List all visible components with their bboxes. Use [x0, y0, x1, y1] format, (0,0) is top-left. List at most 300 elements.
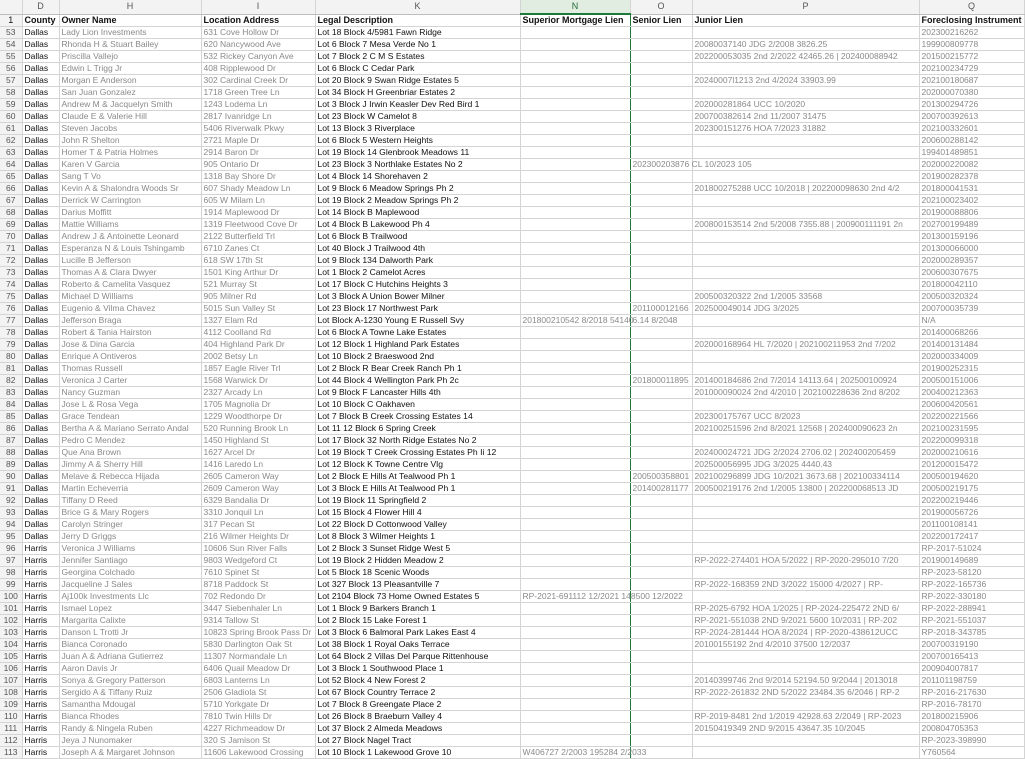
cell-junior[interactable]: 20150419349 2ND 9/2015 43647.35 10/2045	[692, 723, 919, 735]
cell-foreclosing[interactable]: 199900809778	[919, 39, 1024, 51]
cell-legal[interactable]: Lot 5 Block 18 Scenic Woods	[315, 567, 520, 579]
cell-superior[interactable]	[520, 507, 630, 519]
cell-address[interactable]: 3310 Jonquil Ln	[201, 507, 315, 519]
cell-foreclosing[interactable]: 201200015472	[919, 459, 1024, 471]
cell-county[interactable]: Harris	[22, 711, 59, 723]
cell-address[interactable]: 532 Rickey Canyon Ave	[201, 51, 315, 63]
cell-legal[interactable]: Lot 3 Block 6 Balmoral Park Lakes East 4	[315, 627, 520, 639]
cell-superior[interactable]	[520, 687, 630, 699]
row-number[interactable]: 89	[0, 459, 22, 471]
cell-legal[interactable]: Lot 6 Block 7 Mesa Verde No 1	[315, 39, 520, 51]
header-legal[interactable]: Legal Description	[315, 14, 520, 27]
cell-senior[interactable]	[630, 291, 692, 303]
cell-foreclosing[interactable]: 202000220082	[919, 159, 1024, 171]
cell-owner[interactable]: Jefferson Braga	[59, 315, 201, 327]
cell-legal[interactable]: Lot 19 Block 14 Glenbrook Meadows 11	[315, 147, 520, 159]
cell-superior[interactable]	[520, 699, 630, 711]
cell-owner[interactable]: Roberto & Camelita Vasquez	[59, 279, 201, 291]
cell-address[interactable]: 1229 Woodthorpe Dr	[201, 411, 315, 423]
cell-owner[interactable]: Veronica J Williams	[59, 543, 201, 555]
cell-senior[interactable]	[630, 531, 692, 543]
cell-senior[interactable]	[630, 27, 692, 39]
cell-owner[interactable]: Carolyn Stringer	[59, 519, 201, 531]
cell-senior[interactable]: 202300203876 CL 10/2023 105	[630, 159, 692, 171]
cell-address[interactable]: 2609 Cameron Way	[201, 483, 315, 495]
cell-foreclosing[interactable]: 202200221566	[919, 411, 1024, 423]
cell-junior[interactable]: 200700382614 2nd 11/2007 31475	[692, 111, 919, 123]
cell-foreclosing[interactable]: 200700035739	[919, 303, 1024, 315]
cell-junior[interactable]: 202200053035 2nd 2/2022 42465.26 | 202400088942	[692, 51, 919, 63]
cell-foreclosing[interactable]: 201300066000	[919, 243, 1024, 255]
column-header-q[interactable]: Q	[919, 0, 1024, 14]
cell-legal[interactable]: Lot Block A-1230 Young E Russell Svy	[315, 315, 520, 327]
cell-foreclosing[interactable]: 200904007817	[919, 663, 1024, 675]
cell-address[interactable]: 2817 Ivanridge Ln	[201, 111, 315, 123]
cell-junior[interactable]	[692, 699, 919, 711]
cell-county[interactable]: Dallas	[22, 327, 59, 339]
cell-address[interactable]: 216 Wilmer Heights Dr	[201, 531, 315, 543]
cell-county[interactable]: Dallas	[22, 363, 59, 375]
cell-county[interactable]: Dallas	[22, 255, 59, 267]
cell-owner[interactable]: Andrew M & Jacquelyn Smith	[59, 99, 201, 111]
cell-address[interactable]: 1327 Elam Rd	[201, 315, 315, 327]
cell-county[interactable]: Dallas	[22, 471, 59, 483]
cell-owner[interactable]: Homer T & Patria Holmes	[59, 147, 201, 159]
cell-superior[interactable]	[520, 375, 630, 387]
cell-legal[interactable]: Lot 26 Block 8 Braeburn Valley 4	[315, 711, 520, 723]
cell-junior[interactable]	[692, 399, 919, 411]
cell-county[interactable]: Dallas	[22, 531, 59, 543]
cell-county[interactable]: Harris	[22, 699, 59, 711]
row-number[interactable]: 56	[0, 63, 22, 75]
cell-superior[interactable]	[520, 339, 630, 351]
cell-address[interactable]: 9803 Wedgeford Ct	[201, 555, 315, 567]
cell-county[interactable]: Dallas	[22, 279, 59, 291]
cell-foreclosing[interactable]: RP-2018-343785	[919, 627, 1024, 639]
column-header-k[interactable]: K	[315, 0, 520, 14]
cell-junior[interactable]	[692, 495, 919, 507]
cell-address[interactable]: 5406 Riverwalk Pkwy	[201, 123, 315, 135]
cell-junior[interactable]: RP-2022-168359 2ND 3/2022 15000 4/2027 | RP-	[692, 579, 919, 591]
row-number[interactable]: 98	[0, 567, 22, 579]
cell-address[interactable]: 1914 Maplewood Dr	[201, 207, 315, 219]
row-number[interactable]: 112	[0, 735, 22, 747]
cell-legal[interactable]: Lot 7 Block B Creek Crossing Estates 14	[315, 411, 520, 423]
cell-senior[interactable]	[630, 735, 692, 747]
cell-county[interactable]: Harris	[22, 675, 59, 687]
cell-superior[interactable]	[520, 471, 630, 483]
cell-senior[interactable]	[630, 603, 692, 615]
cell-address[interactable]: 1568 Warwick Dr	[201, 375, 315, 387]
cell-superior[interactable]	[520, 567, 630, 579]
cell-superior[interactable]	[520, 75, 630, 87]
cell-junior[interactable]	[692, 327, 919, 339]
row-number[interactable]: 91	[0, 483, 22, 495]
cell-legal[interactable]: Lot 10 Block C Oakhaven	[315, 399, 520, 411]
cell-superior[interactable]	[520, 87, 630, 99]
cell-owner[interactable]: Sang T Vo	[59, 171, 201, 183]
cell-junior[interactable]	[692, 531, 919, 543]
select-all-corner[interactable]	[0, 0, 22, 14]
cell-county[interactable]: Harris	[22, 627, 59, 639]
cell-superior[interactable]: 201800210542 8/2018 54140	[520, 315, 630, 327]
cell-senior[interactable]	[630, 507, 692, 519]
cell-legal[interactable]: Lot 19 Block 2 Meadow Springs Ph 2	[315, 195, 520, 207]
cell-superior[interactable]	[520, 543, 630, 555]
cell-address[interactable]: 905 Milner Rd	[201, 291, 315, 303]
row-number[interactable]: 85	[0, 411, 22, 423]
cell-owner[interactable]: Kevin A & Shalondra Woods Sr	[59, 183, 201, 195]
header-address[interactable]: Location Address	[201, 14, 315, 27]
cell-owner[interactable]: Samantha Mdougal	[59, 699, 201, 711]
cell-legal[interactable]: Lot 3 Block A Union Bower Milner	[315, 291, 520, 303]
cell-junior[interactable]	[692, 87, 919, 99]
cell-legal[interactable]: Lot 4 Block 14 Shorehaven 2	[315, 171, 520, 183]
cell-owner[interactable]: Nancy Guzman	[59, 387, 201, 399]
cell-senior[interactable]	[630, 111, 692, 123]
cell-address[interactable]: 6329 Bandalia Dr	[201, 495, 315, 507]
cell-senior[interactable]	[630, 627, 692, 639]
cell-superior[interactable]	[520, 27, 630, 39]
cell-foreclosing[interactable]: 200500151006	[919, 375, 1024, 387]
cell-county[interactable]: Dallas	[22, 315, 59, 327]
cell-superior[interactable]	[520, 63, 630, 75]
cell-address[interactable]: 605 W Milam Ln	[201, 195, 315, 207]
cell-senior[interactable]	[630, 63, 692, 75]
cell-superior[interactable]: W406727 2/2003 195284 2/2033	[520, 747, 630, 759]
cell-junior[interactable]	[692, 267, 919, 279]
header-junior[interactable]: Junior Lien	[692, 14, 919, 27]
cell-county[interactable]: Dallas	[22, 459, 59, 471]
row-number[interactable]: 79	[0, 339, 22, 351]
cell-junior[interactable]	[692, 567, 919, 579]
cell-county[interactable]: Dallas	[22, 399, 59, 411]
row-number[interactable]: 101	[0, 603, 22, 615]
cell-legal[interactable]: Lot 2 Block 3 Sunset Ridge West 5	[315, 543, 520, 555]
cell-senior[interactable]	[630, 195, 692, 207]
cell-address[interactable]: 1243 Lodema Ln	[201, 99, 315, 111]
cell-legal[interactable]: Lot 15 Block 4 Flower Hill 4	[315, 507, 520, 519]
row-number[interactable]: 110	[0, 711, 22, 723]
cell-county[interactable]: Harris	[22, 579, 59, 591]
cell-legal[interactable]: Lot 34 Block H Greenbriar Estates 2	[315, 87, 520, 99]
cell-foreclosing[interactable]: 202100234729	[919, 63, 1024, 75]
cell-owner[interactable]: Tiffany D Reed	[59, 495, 201, 507]
cell-senior[interactable]	[630, 519, 692, 531]
row-number[interactable]: 97	[0, 555, 22, 567]
cell-senior[interactable]: 201100012166	[630, 303, 692, 315]
cell-foreclosing[interactable]: 200600420561	[919, 399, 1024, 411]
column-header-i[interactable]: I	[201, 0, 315, 14]
cell-superior[interactable]	[520, 207, 630, 219]
cell-county[interactable]: Dallas	[22, 519, 59, 531]
cell-legal[interactable]: Lot 3 Block J Irwin Keasler Dev Red Bird 1	[315, 99, 520, 111]
cell-owner[interactable]: Pedro C Mendez	[59, 435, 201, 447]
cell-owner[interactable]: Melave & Rebecca Hijada	[59, 471, 201, 483]
row-number[interactable]: 61	[0, 123, 22, 135]
cell-legal[interactable]: Lot 27 Block Nagel Tract	[315, 735, 520, 747]
cell-senior[interactable]	[630, 639, 692, 651]
cell-legal[interactable]: Lot 6 Block B Trailwood	[315, 231, 520, 243]
cell-senior[interactable]	[630, 99, 692, 111]
cell-county[interactable]: Dallas	[22, 183, 59, 195]
cell-superior[interactable]	[520, 531, 630, 543]
cell-county[interactable]: Dallas	[22, 87, 59, 99]
cell-legal[interactable]: Lot 19 Block T Creek Crossing Estates Ph Ii 12	[315, 447, 520, 459]
cell-senior[interactable]	[630, 495, 692, 507]
cell-legal[interactable]: Lot 6 Block C Cedar Park	[315, 63, 520, 75]
cell-foreclosing[interactable]: RP-2022-288941	[919, 603, 1024, 615]
cell-address[interactable]: 618 SW 17th St	[201, 255, 315, 267]
cell-foreclosing[interactable]: 200500194620	[919, 471, 1024, 483]
row-number[interactable]: 77	[0, 315, 22, 327]
cell-superior[interactable]	[520, 675, 630, 687]
cell-county[interactable]: Dallas	[22, 51, 59, 63]
row-number[interactable]: 64	[0, 159, 22, 171]
cell-senior[interactable]	[630, 279, 692, 291]
cell-foreclosing[interactable]: 200700165413	[919, 651, 1024, 663]
row-number[interactable]: 86	[0, 423, 22, 435]
cell-junior[interactable]	[692, 27, 919, 39]
cell-senior[interactable]	[630, 339, 692, 351]
cell-senior[interactable]	[630, 231, 692, 243]
row-number[interactable]: 60	[0, 111, 22, 123]
cell-legal[interactable]: Lot 7 Block 2 C M S Estates	[315, 51, 520, 63]
cell-foreclosing[interactable]: RP-2023-398990	[919, 735, 1024, 747]
cell-senior[interactable]	[630, 687, 692, 699]
cell-legal[interactable]: Lot 4 Block B Lakewood Ph 4	[315, 219, 520, 231]
cell-owner[interactable]: Sonya & Gregory Patterson	[59, 675, 201, 687]
cell-foreclosing[interactable]: 202200219446	[919, 495, 1024, 507]
cell-junior[interactable]: 20080037140 JDG 2/2008 3826.25	[692, 39, 919, 51]
cell-superior[interactable]	[520, 735, 630, 747]
cell-owner[interactable]: Eugenio & Vilma Chavez	[59, 303, 201, 315]
cell-junior[interactable]: 202000281864 UCC 10/2020	[692, 99, 919, 111]
cell-owner[interactable]: Jose & Dina Garcia	[59, 339, 201, 351]
cell-junior[interactable]: RP-2025-6792 HOA 1/2025 | RP-2024-225472 2ND 6/	[692, 603, 919, 615]
cell-superior[interactable]	[520, 387, 630, 399]
cell-owner[interactable]: Enrique A Ontiveros	[59, 351, 201, 363]
cell-superior[interactable]	[520, 627, 630, 639]
cell-county[interactable]: Dallas	[22, 243, 59, 255]
column-header-n[interactable]: N	[520, 0, 630, 14]
cell-foreclosing[interactable]: 201500215772	[919, 51, 1024, 63]
cell-county[interactable]: Dallas	[22, 171, 59, 183]
cell-county[interactable]: Dallas	[22, 375, 59, 387]
cell-address[interactable]: 1718 Green Tree Ln	[201, 87, 315, 99]
cell-owner[interactable]: Aaron Davis Jr	[59, 663, 201, 675]
cell-junior[interactable]	[692, 591, 919, 603]
cell-superior[interactable]	[520, 291, 630, 303]
cell-owner[interactable]: Bertha A & Mariano Serrato Andal	[59, 423, 201, 435]
cell-legal[interactable]: Lot 327 Block 13 Pleasantville 7	[315, 579, 520, 591]
row-number[interactable]: 87	[0, 435, 22, 447]
cell-address[interactable]: 4112 Coolland Rd	[201, 327, 315, 339]
cell-senior[interactable]	[630, 615, 692, 627]
cell-senior[interactable]	[630, 723, 692, 735]
cell-foreclosing[interactable]: 200804705353	[919, 723, 1024, 735]
row-number[interactable]: 53	[0, 27, 22, 39]
cell-senior[interactable]	[630, 243, 692, 255]
cell-address[interactable]: 1501 King Arthur Dr	[201, 267, 315, 279]
column-header-d[interactable]: D	[22, 0, 59, 14]
cell-county[interactable]: Dallas	[22, 231, 59, 243]
cell-senior[interactable]	[630, 399, 692, 411]
row-number[interactable]: 57	[0, 75, 22, 87]
row-number[interactable]: 67	[0, 195, 22, 207]
cell-junior[interactable]: 201000090024 2nd 4/2010 | 202100228636 2nd 8/202	[692, 387, 919, 399]
cell-superior[interactable]	[520, 243, 630, 255]
row-number[interactable]: 113	[0, 747, 22, 759]
cell-owner[interactable]: Derrick W Carrington	[59, 195, 201, 207]
cell-legal[interactable]: Lot 1 Block 9 Barkers Branch 1	[315, 603, 520, 615]
cell-owner[interactable]: Bianca Rhodes	[59, 711, 201, 723]
cell-junior[interactable]	[692, 135, 919, 147]
cell-legal[interactable]: Lot 38 Block 1 Royal Oaks Terrace	[315, 639, 520, 651]
cell-senior[interactable]: 6.14 8/2048	[630, 315, 692, 327]
cell-senior[interactable]	[630, 651, 692, 663]
cell-foreclosing[interactable]: 200700392613	[919, 111, 1024, 123]
header-superior[interactable]: Superior Mortgage Lien	[520, 14, 630, 27]
cell-superior[interactable]	[520, 147, 630, 159]
cell-senior[interactable]	[630, 387, 692, 399]
cell-superior[interactable]	[520, 123, 630, 135]
cell-owner[interactable]: Margarita Calixte	[59, 615, 201, 627]
cell-county[interactable]: Dallas	[22, 63, 59, 75]
row-number[interactable]: 80	[0, 351, 22, 363]
cell-owner[interactable]: Jacqueline J Sales	[59, 579, 201, 591]
cell-senior[interactable]	[630, 711, 692, 723]
cell-superior[interactable]	[520, 135, 630, 147]
cell-junior[interactable]: 202000168964 HL 7/2020 | 202100211953 2nd 7/202	[692, 339, 919, 351]
row-number[interactable]: 105	[0, 651, 22, 663]
cell-foreclosing[interactable]: 201100108141	[919, 519, 1024, 531]
cell-owner[interactable]: Edwin L Trigg Jr	[59, 63, 201, 75]
cell-superior[interactable]	[520, 351, 630, 363]
cell-county[interactable]: Dallas	[22, 291, 59, 303]
cell-foreclosing[interactable]: RP-2016-78170	[919, 699, 1024, 711]
cell-senior[interactable]	[630, 447, 692, 459]
cell-foreclosing[interactable]: RP-2022-165736	[919, 579, 1024, 591]
cell-foreclosing[interactable]: RP-2022-330180	[919, 591, 1024, 603]
cell-legal[interactable]: Lot 67 Block Country Terrace 2	[315, 687, 520, 699]
cell-junior[interactable]	[692, 363, 919, 375]
cell-legal[interactable]: Lot 1 Block 2 Camelot Acres	[315, 267, 520, 279]
cell-superior[interactable]	[520, 603, 630, 615]
cell-junior[interactable]: 202100296899 JDG 10/2021 3673.68 | 202100334114	[692, 471, 919, 483]
cell-junior[interactable]	[692, 543, 919, 555]
cell-county[interactable]: Dallas	[22, 99, 59, 111]
cell-senior[interactable]	[630, 459, 692, 471]
cell-senior[interactable]	[630, 51, 692, 63]
cell-address[interactable]: 6406 Quail Meadow Dr	[201, 663, 315, 675]
cell-county[interactable]: Harris	[22, 687, 59, 699]
cell-county[interactable]: Harris	[22, 567, 59, 579]
cell-junior[interactable]: 201800275288 UCC 10/2018 | 202200098630 2nd 4/2	[692, 183, 919, 195]
cell-address[interactable]: 2002 Betsy Ln	[201, 351, 315, 363]
row-number[interactable]: 76	[0, 303, 22, 315]
cell-legal[interactable]: Lot 9 Block 6 Meadow Springs Ph 2	[315, 183, 520, 195]
cell-superior[interactable]	[520, 423, 630, 435]
cell-county[interactable]: Harris	[22, 615, 59, 627]
cell-junior[interactable]: RP-2022-261832 2ND 5/2022 23484.35 6/2046 | RP-2	[692, 687, 919, 699]
row-number[interactable]: 106	[0, 663, 22, 675]
cell-legal[interactable]: Lot 8 Block 3 Wilmer Heights 1	[315, 531, 520, 543]
row-number[interactable]: 70	[0, 231, 22, 243]
cell-junior[interactable]	[692, 63, 919, 75]
row-number[interactable]: 103	[0, 627, 22, 639]
cell-owner[interactable]: Veronica J Carter	[59, 375, 201, 387]
cell-superior[interactable]	[520, 51, 630, 63]
row-number[interactable]: 93	[0, 507, 22, 519]
cell-legal[interactable]: Lot 9 Block 134 Dalworth Park	[315, 255, 520, 267]
cell-address[interactable]: 3447 Siebenhaler Ln	[201, 603, 315, 615]
cell-junior[interactable]: RP-2024-281444 HOA 8/2024 | RP-2020-438612UCC	[692, 627, 919, 639]
cell-junior[interactable]: 20140399746 2nd 9/2014 52194.50 9/2044 | 2013018	[692, 675, 919, 687]
cell-superior[interactable]	[520, 495, 630, 507]
cell-owner[interactable]: Steven Jacobs	[59, 123, 201, 135]
cell-foreclosing[interactable]: 200500320324	[919, 291, 1024, 303]
cell-foreclosing[interactable]: 202100023402	[919, 195, 1024, 207]
cell-address[interactable]: 2327 Arcady Ln	[201, 387, 315, 399]
cell-address[interactable]: 8718 Paddock St	[201, 579, 315, 591]
cell-foreclosing[interactable]: 200500219175	[919, 483, 1024, 495]
cell-county[interactable]: Dallas	[22, 423, 59, 435]
cell-senior[interactable]	[630, 555, 692, 567]
cell-address[interactable]: 10606 Sun River Falls	[201, 543, 315, 555]
row-number[interactable]: 54	[0, 39, 22, 51]
cell-foreclosing[interactable]: 202100231595	[919, 423, 1024, 435]
cell-county[interactable]: Dallas	[22, 339, 59, 351]
row-number[interactable]: 99	[0, 579, 22, 591]
cell-foreclosing[interactable]: 201300159196	[919, 231, 1024, 243]
cell-address[interactable]: 2506 Gladiola St	[201, 687, 315, 699]
cell-county[interactable]: Dallas	[22, 507, 59, 519]
cell-superior[interactable]	[520, 579, 630, 591]
cell-owner[interactable]: John R Shelton	[59, 135, 201, 147]
cell-owner[interactable]: Danson L Trotti Jr	[59, 627, 201, 639]
cell-address[interactable]: 6710 Zanes Ct	[201, 243, 315, 255]
cell-county[interactable]: Dallas	[22, 147, 59, 159]
cell-legal[interactable]: Lot 18 Block 4/5981 Fawn Ridge	[315, 27, 520, 39]
cell-owner[interactable]: Claude E & Valerie Hill	[59, 111, 201, 123]
cell-county[interactable]: Dallas	[22, 39, 59, 51]
cell-legal[interactable]: Lot 3 Block E Hills At Tealwood Ph 1	[315, 483, 520, 495]
cell-owner[interactable]: Juan A & Adriana Gutierrez	[59, 651, 201, 663]
cell-address[interactable]: 520 Running Brook Ln	[201, 423, 315, 435]
row-number[interactable]: 65	[0, 171, 22, 183]
cell-owner[interactable]: Thomas A & Clara Dwyer	[59, 267, 201, 279]
cell-county[interactable]: Dallas	[22, 27, 59, 39]
cell-superior[interactable]	[520, 267, 630, 279]
cell-legal[interactable]: Lot 2 Block R Bear Creek Ranch Ph 1	[315, 363, 520, 375]
cell-foreclosing[interactable]: 201101198759	[919, 675, 1024, 687]
cell-superior[interactable]	[520, 195, 630, 207]
cell-owner[interactable]: San Juan Gonzalez	[59, 87, 201, 99]
cell-superior[interactable]	[520, 159, 630, 171]
cell-legal[interactable]: Lot 19 Block 2 Hidden Meadow 2	[315, 555, 520, 567]
cell-superior[interactable]	[520, 711, 630, 723]
header-foreclosing[interactable]: Foreclosing Instrument	[919, 14, 1024, 27]
cell-address[interactable]: 1627 Arcel Dr	[201, 447, 315, 459]
cell-foreclosing[interactable]: 202700199489	[919, 219, 1024, 231]
cell-owner[interactable]: Morgan E Anderson	[59, 75, 201, 87]
cell-foreclosing[interactable]: 200700319190	[919, 639, 1024, 651]
cell-senior[interactable]	[630, 351, 692, 363]
row-number[interactable]: 68	[0, 207, 22, 219]
row-number[interactable]: 78	[0, 327, 22, 339]
cell-superior[interactable]	[520, 615, 630, 627]
